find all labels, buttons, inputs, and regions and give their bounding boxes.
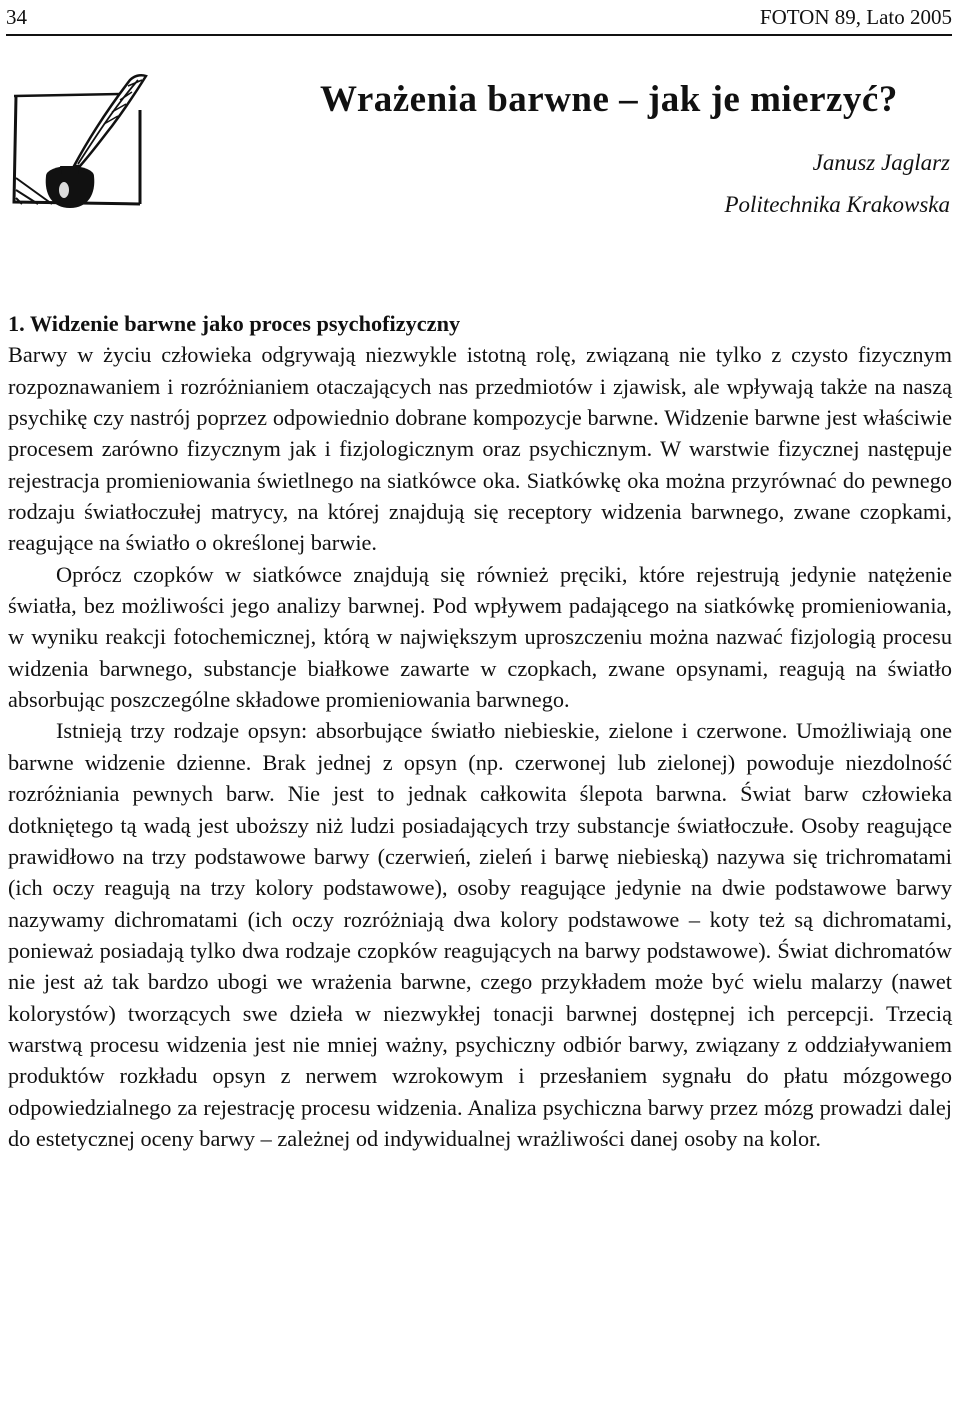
article-body	[8, 308, 952, 1154]
paragraph: Istnieją trzy rodzaje opsyn: absorbujące światło niebieskie, zielone i czerwone. Umożliwiają one barwne widzenie dzienne. Brak jednej z opsyn (np. czerwonej lub zielonej) powoduje niezdolność rozróżniania pewnych barw. Nie jest to jednak całkowita ślepota barwna. Świat barw człowieka dotkniętego tą wadą jest uboższy niż ludzi posiadających trzy substancje światłoczułe. Osoby reagujące prawidłowo na trzy podstawowe barwy (czerwień, zieleń i barwę niebieską) nazywa się trichromatami (ich oczy reagują na trzy kolory podstawowe), osoby reagujące jedynie na dwie podstawowe barwy nazywamy dichromatami (ich oczy rozróżniają dwa kolory podstawowe – koty też są dichromatami, ponieważ posiadają tylko dwa rodzaje czopków reagujących na barwy podstawowe). Świat dichromatów nie jest aż tak bardzo ubogi we wrażenia barwne, czego przykładem może być wielu malarzy (nawet kolorystów) tworzących swe dzieła w niezwykłej tonacji barwnej dostępnej ich percepcji. Trzecią warstwą procesu widzenia jest nie mniej ważny, psychiczny odbiór barwy, związany z oddziaływaniem produktów rozkładu opsyn z nerwem wzrokowym i przesłaniem sygnału do płatu mózgowego odpowiedzialnego za rejestrację procesu widzenia. Analiza psychiczna barwy przez mózg prowadzi dalej do estetycznej oceny barwy – zależnej od indywidualnej wrażliwości danej osoby na kolor.	[8, 718, 952, 1151]
section-heading: 1. Widzenie barwne jako proces psychofizyczny	[8, 311, 461, 336]
page-header	[6, 4, 952, 34]
running-head: FOTON 89, Lato 2005	[759, 5, 952, 29]
author-block	[725, 142, 951, 226]
paragraph: Oprócz czopków w siatkówce znajdują się również pręciki, które rejestrują jedynie natężenie światła, bez możliwości jego analizy barwnej. Pod wpływem padającego na siatkówkę promieniowania, w wyniku reakcji fotochemicznej, którą w największym uproszczeniu można nazwać fizjologią procesu widzenia barwnego, substancje białkowe zawarte w czopkach, zwane opsynami, reagują na światło absorbując poszczególne składowe promieniowania barwnego.	[8, 561, 952, 713]
article-title: Wrażenia barwne – jak je mierzyć?	[320, 79, 898, 120]
author-name: Janusz Jaglarz	[812, 150, 950, 175]
quill-inkwell-icon	[8, 70, 164, 218]
paragraph: Barwy w życiu człowieka odgrywają niezwykle istotną rolę, związaną nie tylko z czysto fizycznym rozpoznawaniem i rozróżnianiem otaczających nas przedmiotów i zjawisk, ale wpływają także na naszą psychikę czy nastrój poprzez odpowiednio dobrane kompozycje barwne. Widzenie barwne jest właściwie procesem zarówno fizycznym jak i fizjologicznym oraz psychicznym. W warstwie fizycznej następuje rejestracja promieniowania świetlnego na siatkówce oka. Siatkówkę oka można przyrównać do pewnego rodzaju światłoczułej matrycy, na której znajdują się receptory widzenia barwnego, zwane czopkami, reagujące na światło o określonej barwie.	[8, 342, 952, 556]
author-affiliation: Politechnika Krakowska	[724, 192, 950, 217]
page-number: 34	[6, 5, 27, 29]
header-rule	[6, 34, 952, 36]
